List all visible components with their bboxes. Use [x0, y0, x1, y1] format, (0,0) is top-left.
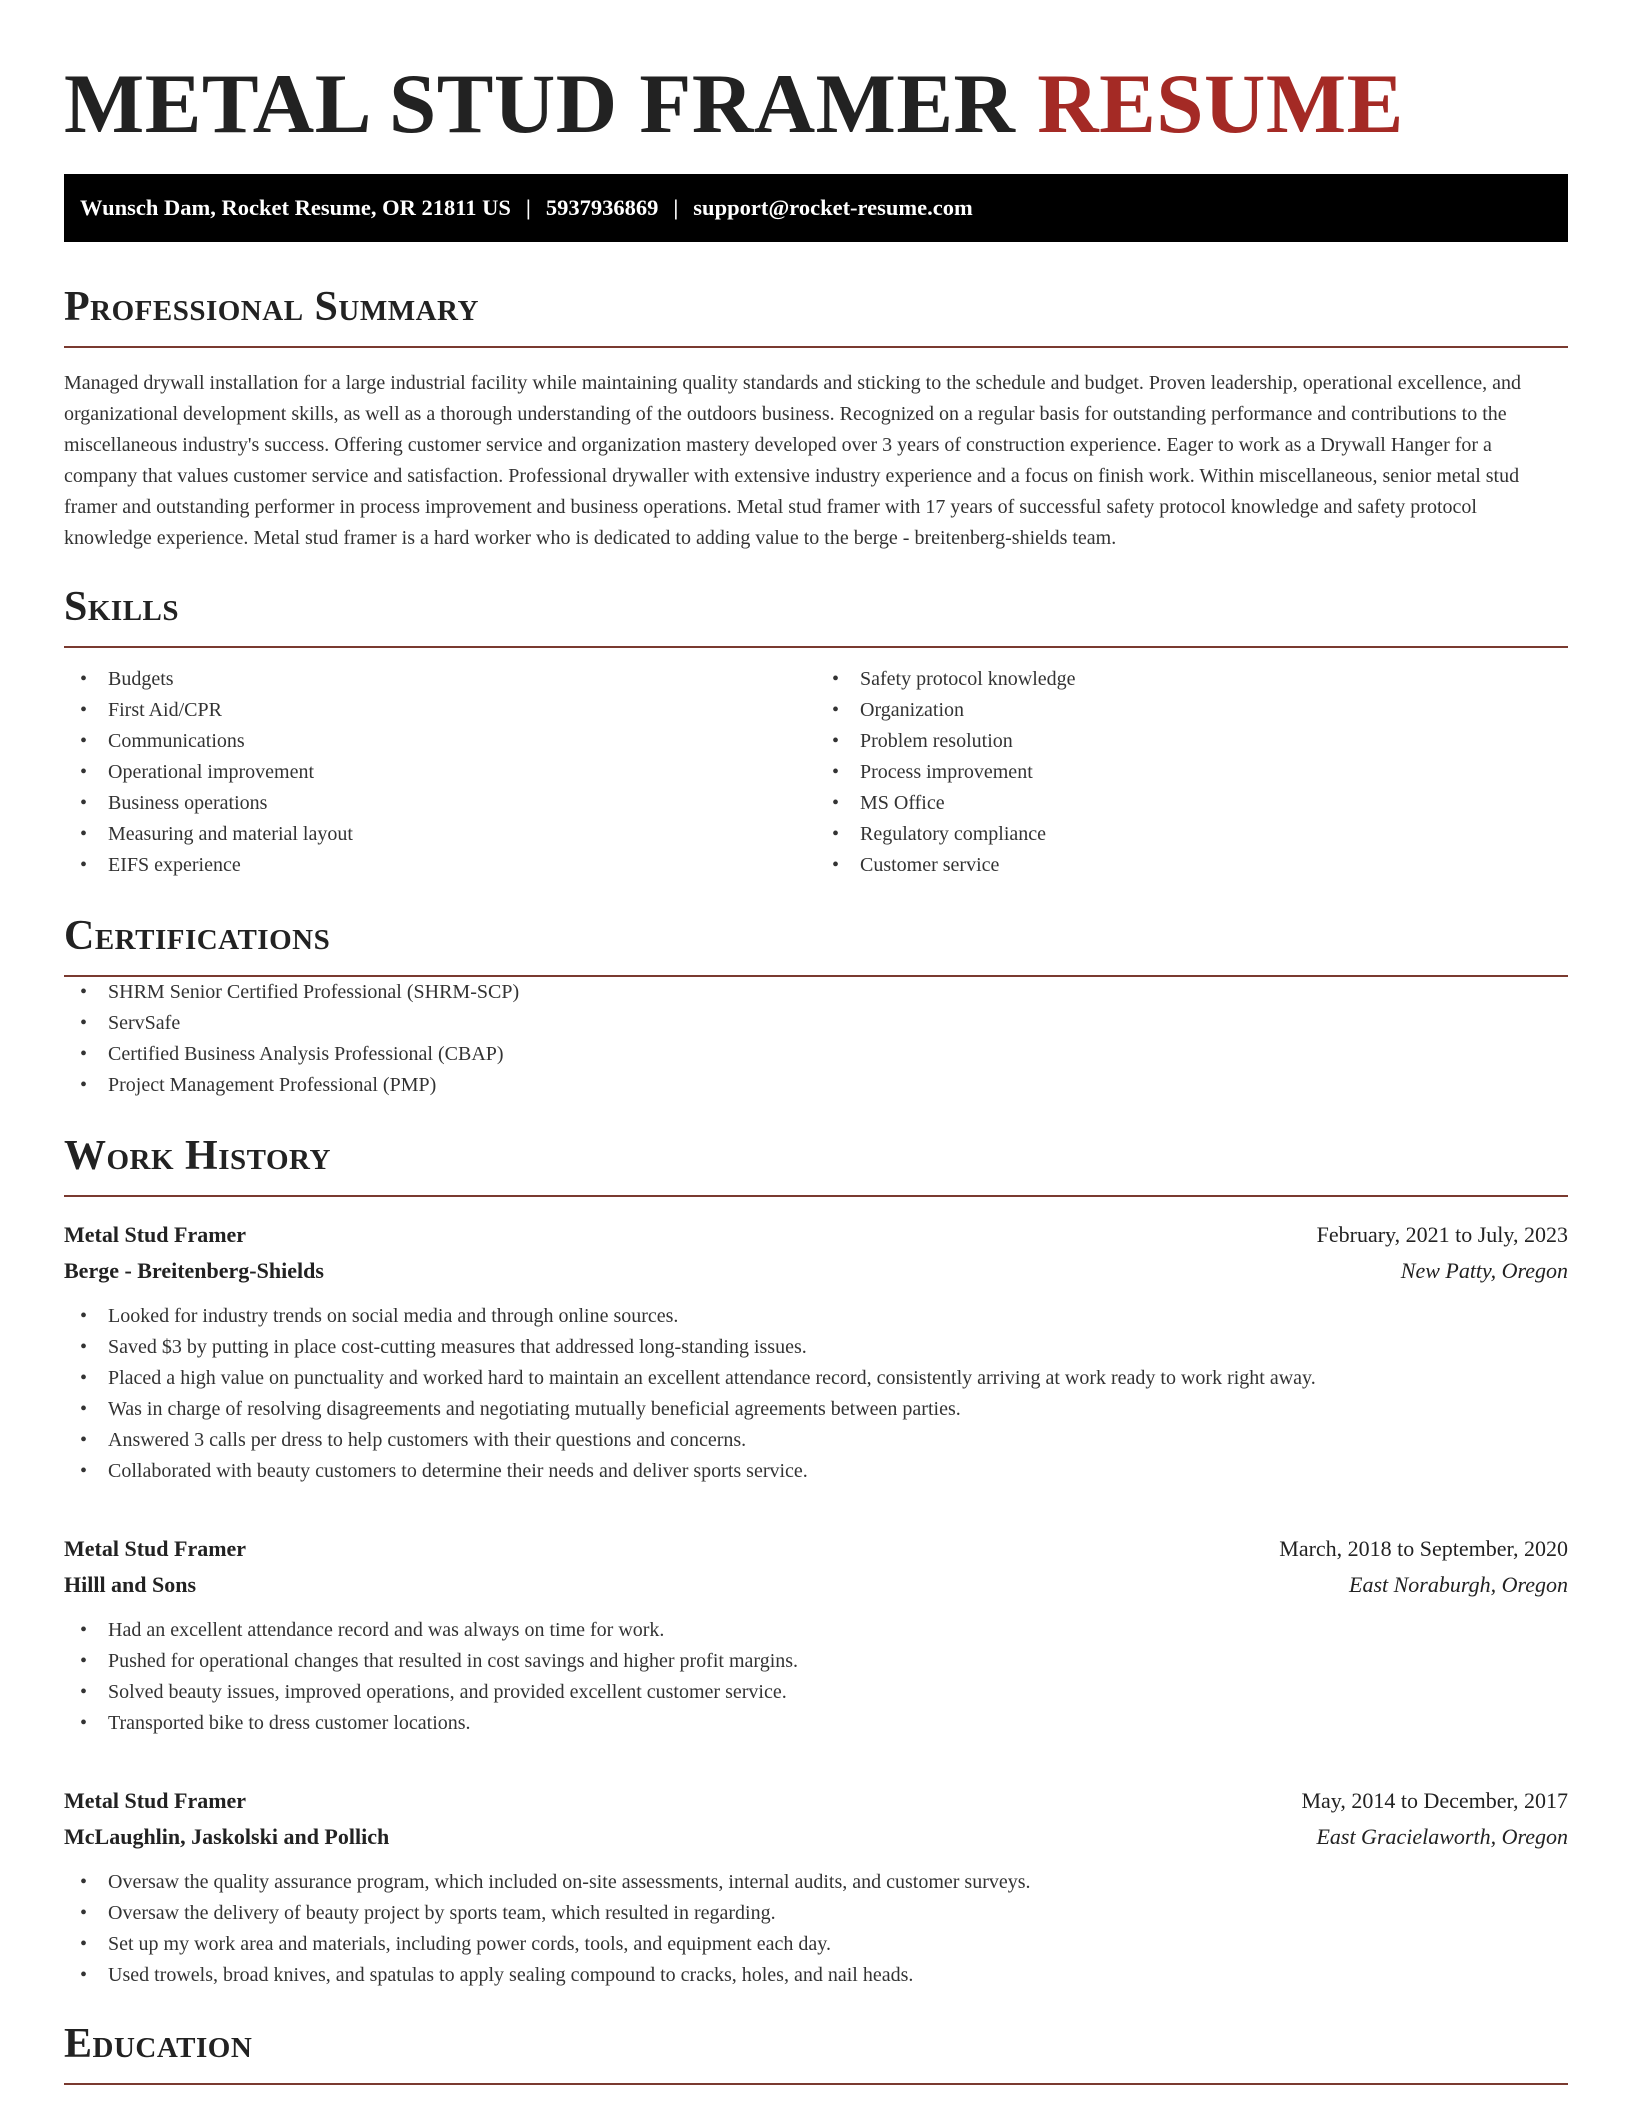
job-company-row: [64, 1253, 1568, 1289]
list-item: • MS Office: [816, 788, 1568, 819]
list-item: • Solved beauty issues, improved operations, and provided excellent customer service.: [64, 1677, 1568, 1708]
list-item: • Safety protocol knowledge: [816, 664, 1568, 695]
list-item: • Oversaw the quality assurance program, which included on-site assessments, internal audits, and customer surveys.: [64, 1867, 1568, 1898]
job-company-row: [64, 1567, 1568, 1603]
section-divider: [64, 646, 1568, 648]
job-bullets: [64, 1301, 1568, 1487]
work-history-section: [64, 1131, 1568, 1991]
job-location: East Noraburgh, Oregon: [1349, 1572, 1568, 1597]
job-entry: [64, 1217, 1568, 1487]
skills-list-right: [816, 664, 1568, 881]
job-bullets: [64, 1615, 1568, 1739]
list-item: • Communications: [64, 726, 816, 757]
list-item: • Regulatory compliance: [816, 819, 1568, 850]
contact-bar: [64, 174, 1568, 242]
job-entry: [64, 1531, 1568, 1739]
list-item: • Used trowels, broad knives, and spatulas to apply sealing compound to cracks, holes, and nail heads.: [64, 1960, 1568, 1991]
contact-separator: |: [673, 195, 679, 220]
list-item: • Process improvement: [816, 757, 1568, 788]
list-item: • Problem resolution: [816, 726, 1568, 757]
job-entry: [64, 1783, 1568, 1991]
certifications-section: [64, 911, 1568, 1101]
list-item: • Budgets: [64, 664, 816, 695]
list-item: • Saved $3 by putting in place cost-cutting measures that addressed long-standing issues.: [64, 1332, 1568, 1363]
certifications-list: [64, 977, 1568, 1101]
list-item: • Pushed for operational changes that resulted in cost savings and higher profit margins.: [64, 1646, 1568, 1677]
section-divider: [64, 1195, 1568, 1197]
summary-text: Managed drywall installation for a large industrial facility while maintaining quality standards and sticking to the schedule and budget. Proven leadership, operational excellence, and organizational development skills, as well as a thorough understanding of the outdoors business. Recognized on a regular basis for outstanding performance and contributions to the miscellaneous industry's success. Offering customer service and organization mastery developed over 3 years of construction experience. Eager to work as a Drywall Hanger for a company that values customer service and satisfaction. Professional drywaller with extensive industry experience and a focus on finish work. Within miscellaneous, senior metal stud framer and outstanding performer in process improvement and business operations. Metal stud framer with 17 years of successful safety protocol knowledge and safety protocol knowledge experience. Metal stud framer is a hard worker who is dedicated to adding value to the berge - breitenberg-shields team.: [64, 372, 1521, 549]
professional-summary-section: [64, 282, 1568, 554]
job-header-row: [64, 1783, 1568, 1819]
job-dates: May, 2014 to December, 2017: [1301, 1788, 1568, 1813]
list-item: • First Aid/CPR: [64, 695, 816, 726]
list-item: • Answered 3 calls per dress to help customers with their questions and concerns.: [64, 1425, 1568, 1456]
list-item: • Placed a high value on punctuality and worked hard to maintain an excellent attendance record, consistently arriving at work ready to work right away.: [64, 1363, 1568, 1394]
section-divider: [64, 2083, 1568, 2085]
list-item: • Had an excellent attendance record and was always on time for work.: [64, 1615, 1568, 1646]
contact-email: support@rocket-resume.com: [693, 195, 973, 220]
list-item: • Operational improvement: [64, 757, 816, 788]
job-title: Metal Stud Framer: [64, 1222, 247, 1247]
skills-list-left: [64, 664, 816, 881]
job-header-row: [64, 1531, 1568, 1567]
job-title: Metal Stud Framer: [64, 1788, 247, 1813]
list-item: • ServSafe: [64, 1008, 1568, 1039]
list-item: • EIFS experience: [64, 850, 816, 881]
list-item: • Organization: [816, 695, 1568, 726]
title-accent: RESUME: [1037, 57, 1404, 151]
contact-separator: |: [525, 195, 531, 220]
job-dates: February, 2021 to July, 2023: [1316, 1222, 1568, 1247]
section-heading-skills: Skills: [64, 584, 180, 630]
list-item: • SHRM Senior Certified Professional (SHRM-SCP): [64, 977, 1568, 1008]
list-item: • Transported bike to dress customer locations.: [64, 1708, 1568, 1739]
job-location: East Gracielaworth, Oregon: [1316, 1824, 1568, 1849]
contact-phone: 5937936869: [545, 195, 659, 220]
section-heading-education: Education: [64, 2021, 253, 2067]
job-location: New Patty, Oregon: [1400, 1258, 1568, 1283]
skills-section: [64, 582, 1568, 881]
job-header-row: [64, 1217, 1568, 1253]
education-section: [64, 2019, 1568, 2085]
list-item: • Set up my work area and materials, including power cords, tools, and equipment each day.: [64, 1929, 1568, 1960]
list-item: • Was in charge of resolving disagreements and negotiating mutually beneficial agreements between parties.: [64, 1394, 1568, 1425]
job-company-row: [64, 1819, 1568, 1855]
list-item: • Business operations: [64, 788, 816, 819]
list-item: • Measuring and material layout: [64, 819, 816, 850]
job-company: Hilll and Sons: [64, 1572, 197, 1597]
list-item: • Oversaw the delivery of beauty project by sports team, which resulted in regarding.: [64, 1898, 1568, 1929]
list-item: • Customer service: [816, 850, 1568, 881]
resume-title: [64, 0, 1568, 154]
job-dates: March, 2018 to September, 2020: [1279, 1536, 1568, 1561]
section-heading-certifications: Certifications: [64, 913, 331, 959]
section-heading-work-history: Work History: [64, 1133, 331, 1179]
section-divider: [64, 346, 1568, 348]
title-main: METAL STUD FRAMER: [64, 57, 1016, 151]
job-title: Metal Stud Framer: [64, 1536, 247, 1561]
job-company: McLaughlin, Jaskolski and Pollich: [64, 1824, 390, 1849]
skills-columns: [64, 664, 1568, 881]
section-heading-summary: Professional Summary: [64, 284, 479, 330]
job-bullets: [64, 1867, 1568, 1991]
list-item: • Looked for industry trends on social media and through online sources.: [64, 1301, 1568, 1332]
list-item: • Certified Business Analysis Professional (CBAP): [64, 1039, 1568, 1070]
list-item: • Collaborated with beauty customers to determine their needs and deliver sports service.: [64, 1456, 1568, 1487]
contact-address: Wunsch Dam, Rocket Resume, OR 21811 US: [80, 195, 511, 220]
job-company: Berge - Breitenberg-Shields: [64, 1258, 324, 1283]
list-item: • Project Management Professional (PMP): [64, 1070, 1568, 1101]
